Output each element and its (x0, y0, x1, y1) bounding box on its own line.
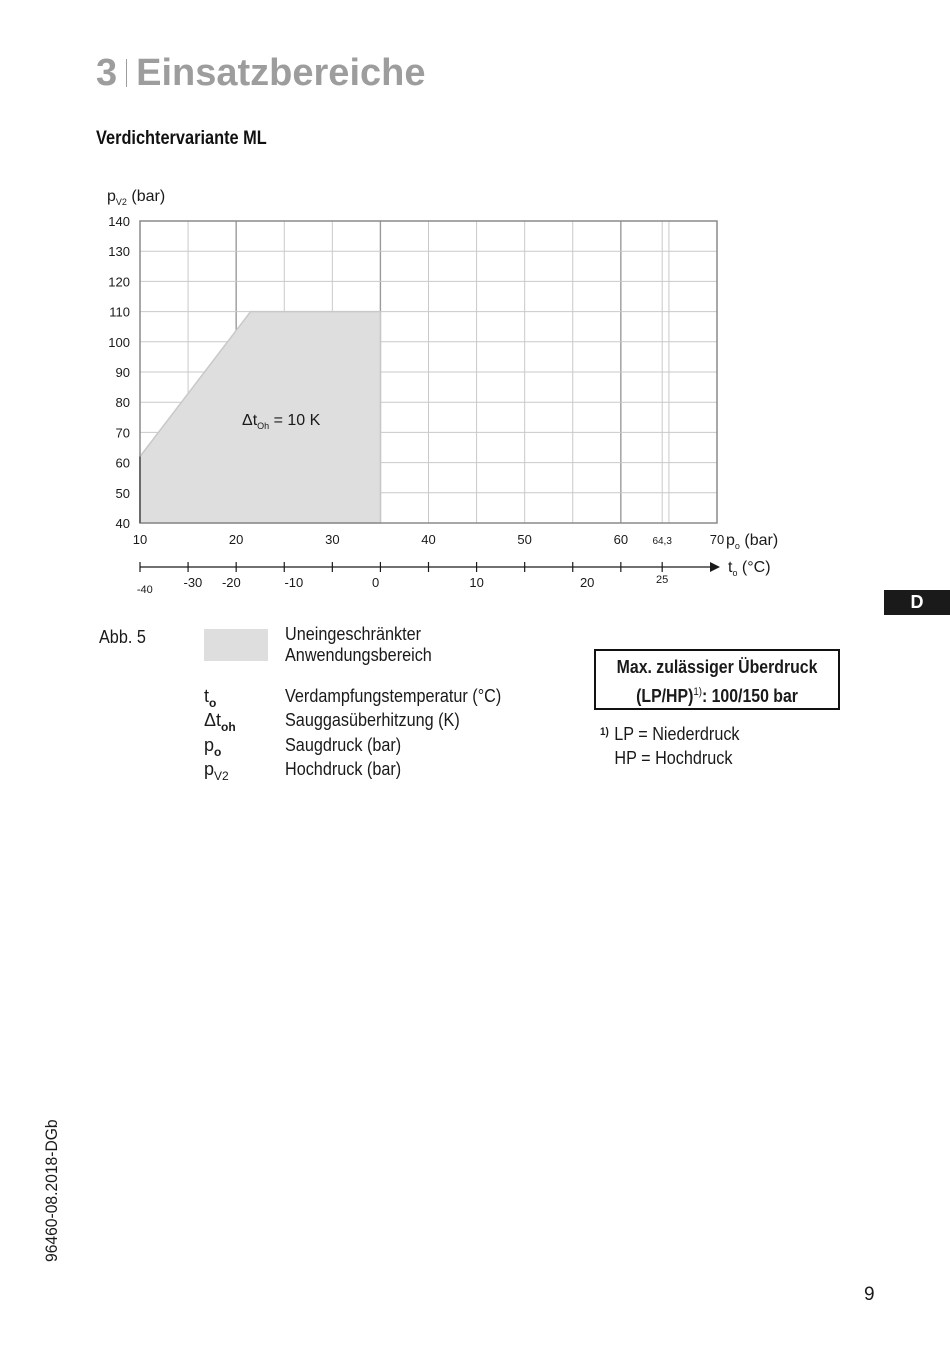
symbol-pv2-description: Hochdruck (bar) (285, 759, 402, 779)
y-tick-label: 60 (115, 455, 130, 471)
y-tick-label: 130 (108, 244, 130, 260)
x-tick-label: 50 (517, 532, 532, 547)
y-tick-label: 80 (115, 395, 130, 411)
compressor-variant-title: Verdichtervariante ML (96, 128, 267, 149)
x-tick-label: 30 (325, 532, 340, 547)
section-title: Einsatzbereiche (136, 52, 426, 94)
x-tick-label: 20 (228, 532, 244, 547)
x-tick-label: 60 (613, 532, 629, 547)
y-tick-label: 110 (109, 304, 130, 320)
x-tick-label: 10 (132, 532, 148, 547)
symbol-dtoh-description: Sauggasüberhitzung (K) (285, 710, 460, 730)
figure-label: Abb. 5 (99, 627, 146, 647)
y-tick-label: 100 (108, 334, 130, 350)
max-pressure-title: Max. zulässiger Überdruck (616, 657, 818, 677)
x-axis-label: $p_o$ (bar) (726, 532, 779, 551)
legend-area-label: Uneingeschränkter Anwendungsbereich (285, 624, 432, 665)
envelope-annotation: $\Delta t_{Oh} = 10$ K (242, 412, 321, 431)
max-pressure-values: $(LP/HP)^{1)}$: 100/150 bar (636, 686, 798, 706)
temperature-axis-label: $t_o$ (°C) (728, 559, 771, 578)
language-tab: D (884, 590, 950, 615)
section-number: 3 (96, 52, 118, 94)
y-axis-label: $p_{V2}$ (bar) (107, 188, 166, 207)
x-tick-label: 40 (421, 532, 436, 547)
y-tick-label: 90 (115, 365, 130, 380)
page-number: 9 (864, 1284, 875, 1305)
temperature-tick-label: -30 (183, 575, 203, 590)
y-tick-label: 120 (108, 274, 130, 290)
x-tick-label: 70 (709, 532, 725, 547)
symbol-to: $t_o$ (204, 686, 217, 710)
x-tick-label: 64,3 (652, 536, 672, 547)
symbol-dtoh: $\Delta t_{oh}$ (204, 710, 236, 734)
temperature-tick-label: -10 (284, 575, 304, 590)
y-tick-label: 50 (115, 485, 130, 501)
symbol-po-description: Saugdruck (bar) (285, 735, 402, 755)
footnote-mark: 1) (600, 726, 609, 738)
footnote-hp: HP = Hochdruck (614, 748, 733, 768)
temperature-tick-label: 10 (469, 575, 484, 590)
temperature-tick-label: 25 (656, 574, 669, 586)
legend-swatch (204, 629, 268, 661)
footnote-lp: LP = Niederdruck (614, 724, 740, 744)
temperature-tick-label: 20 (579, 575, 595, 590)
symbol-po: $p_o$ (204, 735, 222, 759)
y-tick-label: 70 (115, 425, 130, 441)
footnote (600, 720, 740, 770)
symbol-pv2: $p_{V2}$ (204, 759, 229, 783)
document-number: 96460-08.2018-DGb (42, 1119, 61, 1262)
application-limits-chart (0, 0, 950, 620)
temperature-tick-label: -20 (221, 575, 241, 590)
temperature-axis-arrow-icon (710, 562, 720, 572)
temperature-tick-label: -40 (136, 584, 153, 596)
symbol-to-description: Verdampfungstemperatur (°C) (285, 686, 502, 706)
application-envelope-area (140, 312, 380, 523)
temperature-tick-label: 0 (371, 575, 380, 590)
y-tick-label: 140 (108, 214, 130, 229)
y-tick-label: 40 (115, 516, 130, 531)
max-pressure-box (594, 649, 840, 710)
